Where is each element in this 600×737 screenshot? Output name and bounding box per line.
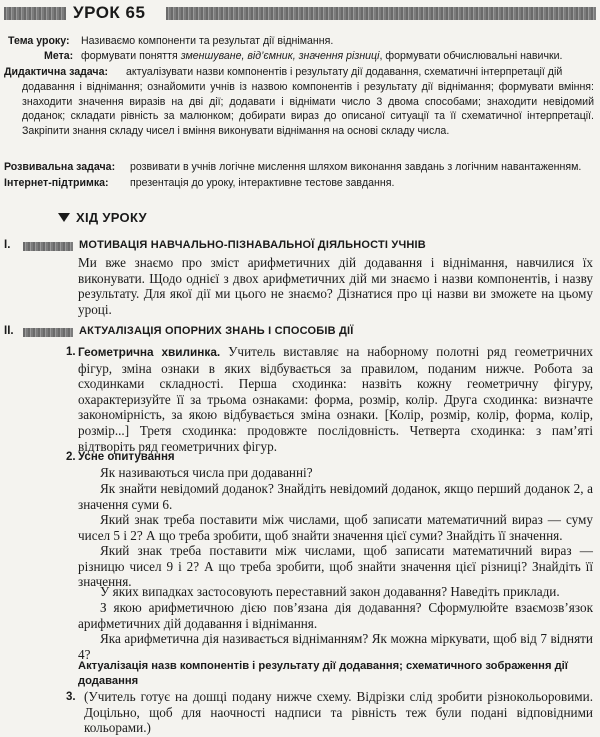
item-1-text: Геометрична хвилинка. Учитель виставляє на наборному полотні ряд геометричних фігур, зміна ознаки в яких відбувається за правилом, поданим нижче. Робота за сходинками складності. Перша сходинка: назвіть кожну геометричну фігуру, охарактеризуйте її за трьома ознаками: форма, розмір, колір. Друга сходинка: визначте закономірність, за якою відбувається зміна ознаки. [Колір, розмір, колір, форма, колір, розмір...] Третя сходинка: продовжте послідовність. Четверта сходинка: з пам’яті відтворіть ряд геометричних фігур. <box>78 344 594 454</box>
item-3-text: (Учитель готує на дошці подану нижче схему. Відрізки слід зробити різнокольоровими. Доцільно, щоб для наочності надписи та рівність теж були подані відповідними кольорами.) <box>84 689 593 736</box>
didactic-text-rest: додавання і віднімання; ознайомити учнів із назвою компонентів і результату дії віднімання; формувати вміння: знаходити значення виразів на дві дії; додавати і віднімати число 3 двома способами; знаходити невідомий доданок; складати рівність за малюнком; добирати вираз до описаної ситуації та її схематичної інтерпретації. Закріпити знання складу чисел і вміння виконувати віднімання на основі складу числа. <box>22 81 595 137</box>
item-3-number: 3. <box>66 691 76 703</box>
item-2-number: 2. <box>66 451 76 463</box>
didactic-label: Дидактична задача: <box>4 66 109 78</box>
question-5: У яких випадках застосовують переставний закон додавання? Наведіть приклади. <box>100 584 560 599</box>
question-3: Який знак треба поставити між числами, щоб записати математичний вираз — суму чисел 5 і 2? А що треба зробити, щоб знайти значення цієї суми? Знайдіть її значення. <box>78 512 593 543</box>
section-2-number: II. <box>4 325 14 337</box>
actualization-subheading: Актуалізація назв компонентів і результату дії додавання; схематичного зображення дії додавання <box>78 660 568 687</box>
goal-label: Мета: <box>44 50 74 62</box>
section-2-title: АКТУАЛІЗАЦІЯ ОПОРНИХ ЗНАНЬ І СПОСОБІВ ДІЇ <box>79 325 354 337</box>
goal-text: формувати поняття зменшуване, від’ємник, значення різниці, формувати обчислювальні навички. <box>81 50 563 62</box>
item-1-number: 1. <box>66 346 76 358</box>
internet-label: Інтернет-підтримка: <box>4 177 109 189</box>
item-2-title: Усне опитування <box>78 451 175 463</box>
lesson-title: УРОК 65 <box>73 3 146 22</box>
section-1-title: МОТИВАЦІЯ НАВЧАЛЬНО-ПІЗНАВАЛЬНОЇ ДІЯЛЬНОСТІ УЧНІВ <box>79 239 426 251</box>
question-2: Як знайти невідомий доданок? Знайдіть невідомий доданок, якщо перший доданок 2, а значення суми 6. <box>78 481 593 512</box>
lesson-progress-heading: ХІД УРОКУ <box>76 210 147 225</box>
section-2-decor <box>23 328 73 337</box>
developmental-text: розвивати в учнів логічне мислення шляхом виконання завдань з логічним навантаженням. <box>130 161 582 173</box>
topic-text: Називаємо компоненти та результат дії віднімання. <box>81 35 334 47</box>
section-1-text: Ми вже знаємо про зміст арифметичних дій додавання і віднімання, навчилися їх виконувати. Щодо однієї з двох арифметичних дій ми знаємо і назви компонентів, і назву результату. Для якої дії ми цього не знаємо? Дізнатися про ці назви ви зможете на цьому уроці. <box>78 255 593 317</box>
section-1-decor <box>23 242 73 251</box>
question-6: З якою арифметичною дією пов’язана дія додавання? Сформулюйте взаємозв’язок арифметичних дій додавання і віднімання. <box>78 600 593 631</box>
developmental-label: Розвивальна задача: <box>4 161 116 173</box>
topic-label: Тема уроку: <box>8 35 70 47</box>
question-1: Як називаються числа при додаванні? <box>100 465 313 480</box>
internet-text: презентація до уроку, інтерактивне тестове завдання. <box>130 177 395 189</box>
triangle-marker-icon <box>58 213 70 222</box>
question-4: Який знак треба поставити між числами, щоб записати математичний вираз — різницю чисел 9 і 2? А що треба зробити, щоб знайти значення цієї різниці? Знайдіть її значення. <box>78 543 593 590</box>
section-1-number: I. <box>4 239 11 251</box>
lesson-meta <box>0 0 600 200</box>
question-7: Яка арифметична дія називається відніманням? Як можна міркувати, щоб від 7 відняти 4? <box>78 631 593 662</box>
didactic-text-first: актуалізувати назви компонентів і результату дії додавання, схематичні інтерпретації дій <box>126 66 563 78</box>
